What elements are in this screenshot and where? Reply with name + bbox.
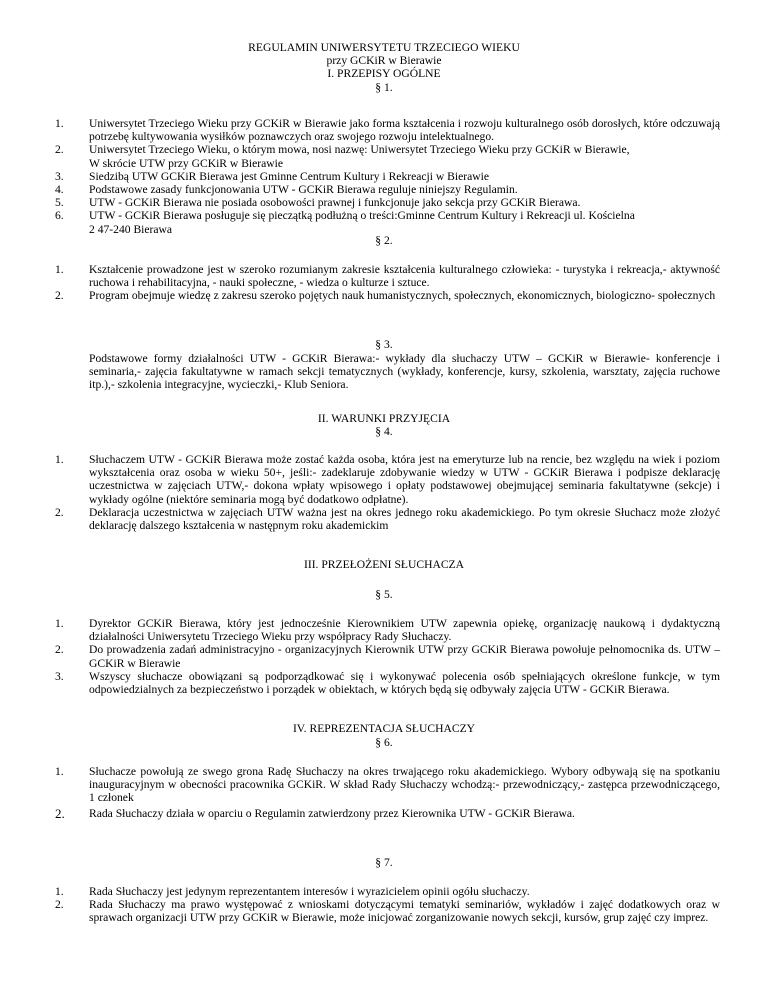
- section-1-list: [0, 117, 768, 236]
- section-2-heading: § 2.: [375, 234, 393, 247]
- list-item: 3. Wszyscy słuchacze obowiązani są podporządkować się i wykonywać polecenia osób spełniających określone funkcje, w tym odpowiedzialnych za bezpieczeństwo i porządek w obiektach, w których będą się odbywały zajęcia UTW - GCKiR Bierawa.: [55, 669, 720, 697]
- list-item: 2. Do prowadzenia zadań administracyjno - organizacyjnych Kierownik UTW przy GCKiR Bierawa powołuje pełnomocnika ds. UTW – GCKiR w Bierawie: [55, 643, 720, 670]
- section-1-heading: § 1.: [375, 80, 393, 94]
- section-2-list: [0, 263, 768, 303]
- section-7-list: [0, 885, 768, 925]
- section-3-text: Podstawowe formy działalności UTW - GCKiR Bierawa:- wykłady dla słuchaczy UTW – GCKiR w Bierawie- konferencje i seminaria,- zajęcia fakultatywne w ramach sekcji tematycznych (wykłady, konferencje, kursy, szkolenia, warsztaty, zajęcia ruchowe itp.),- szkolenia integracyjne, wycieczki,- Klub Seniora.: [89, 352, 720, 392]
- list-item: 2. Program obejmuje wiedzę z zakresu szeroko pojętych nauk humanistycznych, społecznych, ekonomicznych, biologiczno- społecznych: [55, 289, 716, 303]
- list-item: 1. Dyrektor GCKiR Bierawa, który jest jednocześnie Kierownikiem UTW zapewnia opiekę, organizację naukową i dydaktyczną działalności Uniwersytetu Trzeciego Wieku przy współpracy Rady Słuchaczy.: [55, 617, 720, 644]
- section-4-list: [0, 453, 768, 532]
- list-item: 1. Kształcenie prowadzone jest w szeroko rozumianym zakresie kształcenia kulturalnego człowieka: - turystyka i rekreacja,- aktywność ruchowa i rehabilitacyjna, - nauki społeczne, - wiedza o kulturze i sztuce.: [55, 263, 720, 290]
- title-line-3: I. PRZEPISY OGÓLNE: [327, 67, 441, 81]
- chapter-4-title: IV. REPREZENTACJA SŁUCHACZY: [292, 722, 476, 735]
- list-item: 5. UTW - GCKiR Bierawa nie posiada osobowości prawnej i funkcjonuje jako sekcja przy GCKiR Bierawa.: [55, 196, 581, 210]
- section-6-list: [0, 765, 768, 820]
- list-item: 6. UTW - GCKiR Bierawa posługuje się pieczątką podłużną o treści:Gminne Centrum Kultury i Rekreacji ul. Kościelna 2 47-240 Bierawa: [55, 209, 635, 236]
- section-5-list: [0, 617, 768, 696]
- list-item: 2. Rada Słuchaczy działa w oparciu o Regulamin zatwierdzony przez Kierownika UTW - GCKiR Bierawa.: [55, 805, 575, 821]
- title-line-1: REGULAMIN UNIWERSYTETU TRZECIEGO WIEKU: [248, 41, 520, 54]
- chapter-2-title: II. WARUNKI PRZYJĘCIA: [317, 412, 451, 425]
- list-item: 2. Rada Słuchaczy ma prawo występować z wnioskami dotyczącymi tematyki seminariów, wykładów i zajęć dodatkowych oraz w sprawach organizacji UTW przy GCKiR w Bierawie, może inicjować zorganizowanie nowych sekcji, kursów, grup zajęć czy imprez.: [55, 898, 720, 925]
- list-item: 3. Siedzibą UTW GCKiR Bierawa jest Gminne Centrum Kultury i Rekreacji w Bierawie: [55, 169, 489, 183]
- list-item: 2. Uniwersytet Trzeciego Wieku, o którym mowa, nosi nazwę: Uniwersytet Trzeciego Wieku przy GCKiR w Bierawie, W skrócie UTW przy GCKiR w Bierawie: [55, 143, 630, 170]
- chapter-3-title: III. PRZEŁOŻENI SŁUCHACZA: [303, 558, 465, 571]
- list-item: 4. Podstawowe zasady funkcjonowania UTW - GCKiR Bierawa reguluje niniejszy Regulamin.: [55, 183, 518, 197]
- section-7-heading: § 7.: [375, 856, 393, 869]
- title-line-2: przy GCKiR w Bierawie: [326, 54, 442, 68]
- list-item: 1. Uniwersytet Trzeciego Wieku przy GCKiR w Bierawie jako forma kształcenia i rozwoju kulturalnego osób dorosłych, które odczuwają potrzebę kultywowania wysiłków poznawczych oraz swojego rozwoju intelektualnego.: [55, 117, 720, 144]
- document-title: [0, 41, 768, 94]
- list-item: 1. Słuchaczem UTW - GCKiR Bierawa może zostać każda osoba, która jest na emeryturze lub na rencie, bez względu na wiek i poziom wykształcenia oraz osoba w wieku 50+, jeśli:- zadeklaruje zdobywanie wiedzy w UTW - GCKiR Bierawa i podpisze deklarację uczestnictwa w zajęciach UTW,- dokona wpłaty wpisowego i opłaty podstawowej obejmującej seminaria fakultatywne (sekcje) i wykłady ogólne (niektóre seminaria mogą być dodatkowo odpłatne).: [55, 453, 720, 506]
- list-item: 1. Słuchacze powołują ze swego grona Radę Słuchaczy na okres trwającego roku akademickiego. Wybory odbywają się na spotkaniu inauguracyjnym w obecności pracownika GCKiR. W skład Rady Słuchaczy wchodzą:- przewodniczący,- zastępca przewodniczącego, 1 członek: [55, 765, 720, 805]
- list-item: 1. Rada Słuchaczy jest jedynym reprezentantem interesów i wyrazicielem opinii ogółu słuchaczy.: [55, 885, 530, 898]
- list-item: 2. Deklaracja uczestnictwa w zajęciach UTW ważna jest na okres jednego roku akademickiego. Po tym okresie Słuchacz może złożyć deklarację dalszego kształcenia w następnym roku akademickim: [55, 505, 720, 533]
- section-5-heading: § 5.: [375, 588, 393, 601]
- section-3-heading: § 3.: [375, 338, 393, 351]
- section-4-heading: § 4.: [375, 425, 393, 438]
- section-6-heading: § 6.: [375, 736, 393, 749]
